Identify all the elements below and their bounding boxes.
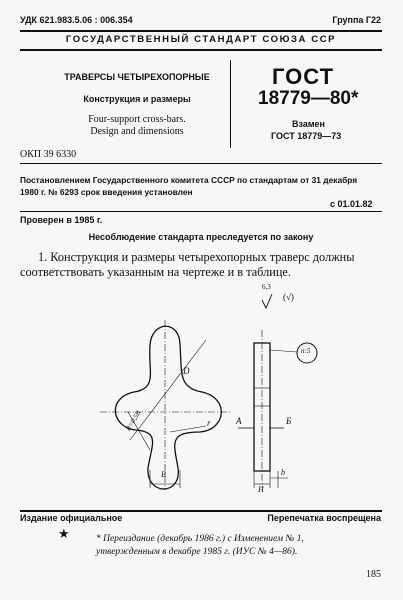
paragraph-1-line1: 1. Конструкция и размеры четырехопорных траверс должны [38,250,355,264]
okp-code: ОКП 39 6330 [20,149,77,160]
legal-notice: Несоблюдение стандарта преследуется по закону [88,232,314,242]
group-code: Группа Г22 [332,15,381,25]
standard-banner: ГОСУДАРСТВЕННЫЙ СТАНДАРТ СОЮЗА ССР [65,34,337,45]
footer-rule [20,510,382,512]
reprint-forbidden: Перепечатка воспрещена [267,513,381,523]
roughness-icon [262,294,272,308]
label-r: r [207,418,211,428]
gost-label: ГОСТ [272,64,335,89]
replaces-gost: ГОСТ 18779—73 [271,131,342,141]
label-h: H [258,485,264,494]
official-edition: Издание официальное [20,513,123,523]
reprint-note-line1: * Переиздание (декабрь 1986 г.) с Изменением № 1, [96,534,304,544]
page-number: 185 [366,569,381,580]
paragraph-1-line2: соответствовать указанным на чертеже и в таблице. [20,265,291,279]
star-icon: ★ [58,526,70,541]
subtitle-ru: Конструкция и размеры [83,94,191,104]
replaces-label: Взамен [292,119,325,129]
reprint-note [96,533,304,559]
gost-number: 18779—80* [258,88,359,109]
label-section-b: Б [286,416,292,426]
roughness-value: 6,3 [262,283,271,291]
label-b-small: b [281,468,285,477]
label-section-a: А [236,416,242,426]
resolution-date: с 01.01.82 [330,199,373,209]
label-d: D [183,366,190,376]
label-b-bottom: B [161,470,166,479]
udk-code: УДК 621.983.5.06 : 006.354 [20,15,133,25]
roughness-symbol: (√) [283,292,294,302]
title-ru: ТРАВЕРСЫ ЧЕТЫРЕХОПОРНЫЕ [64,72,210,82]
cross-outline [115,326,221,489]
checked-year: Проверен в 1985 г. [20,215,103,225]
resolution-line1: Постановлением Государственного комитета СССР по стандартам от 31 декабря [20,175,358,185]
title-en-line1: Four-support cross-bars. [88,114,186,125]
label-rmin: R=0,5B [124,409,143,433]
resolution-line2: 1980 г. № 6293 срок введения установлен [20,187,193,197]
title-en-line2: Design and dimensions [90,126,184,137]
reprint-note-line2: утвержденным в декабре 1985 г. (ИУС № 4—86). [96,547,298,557]
callout-label: n:5 [301,347,311,355]
